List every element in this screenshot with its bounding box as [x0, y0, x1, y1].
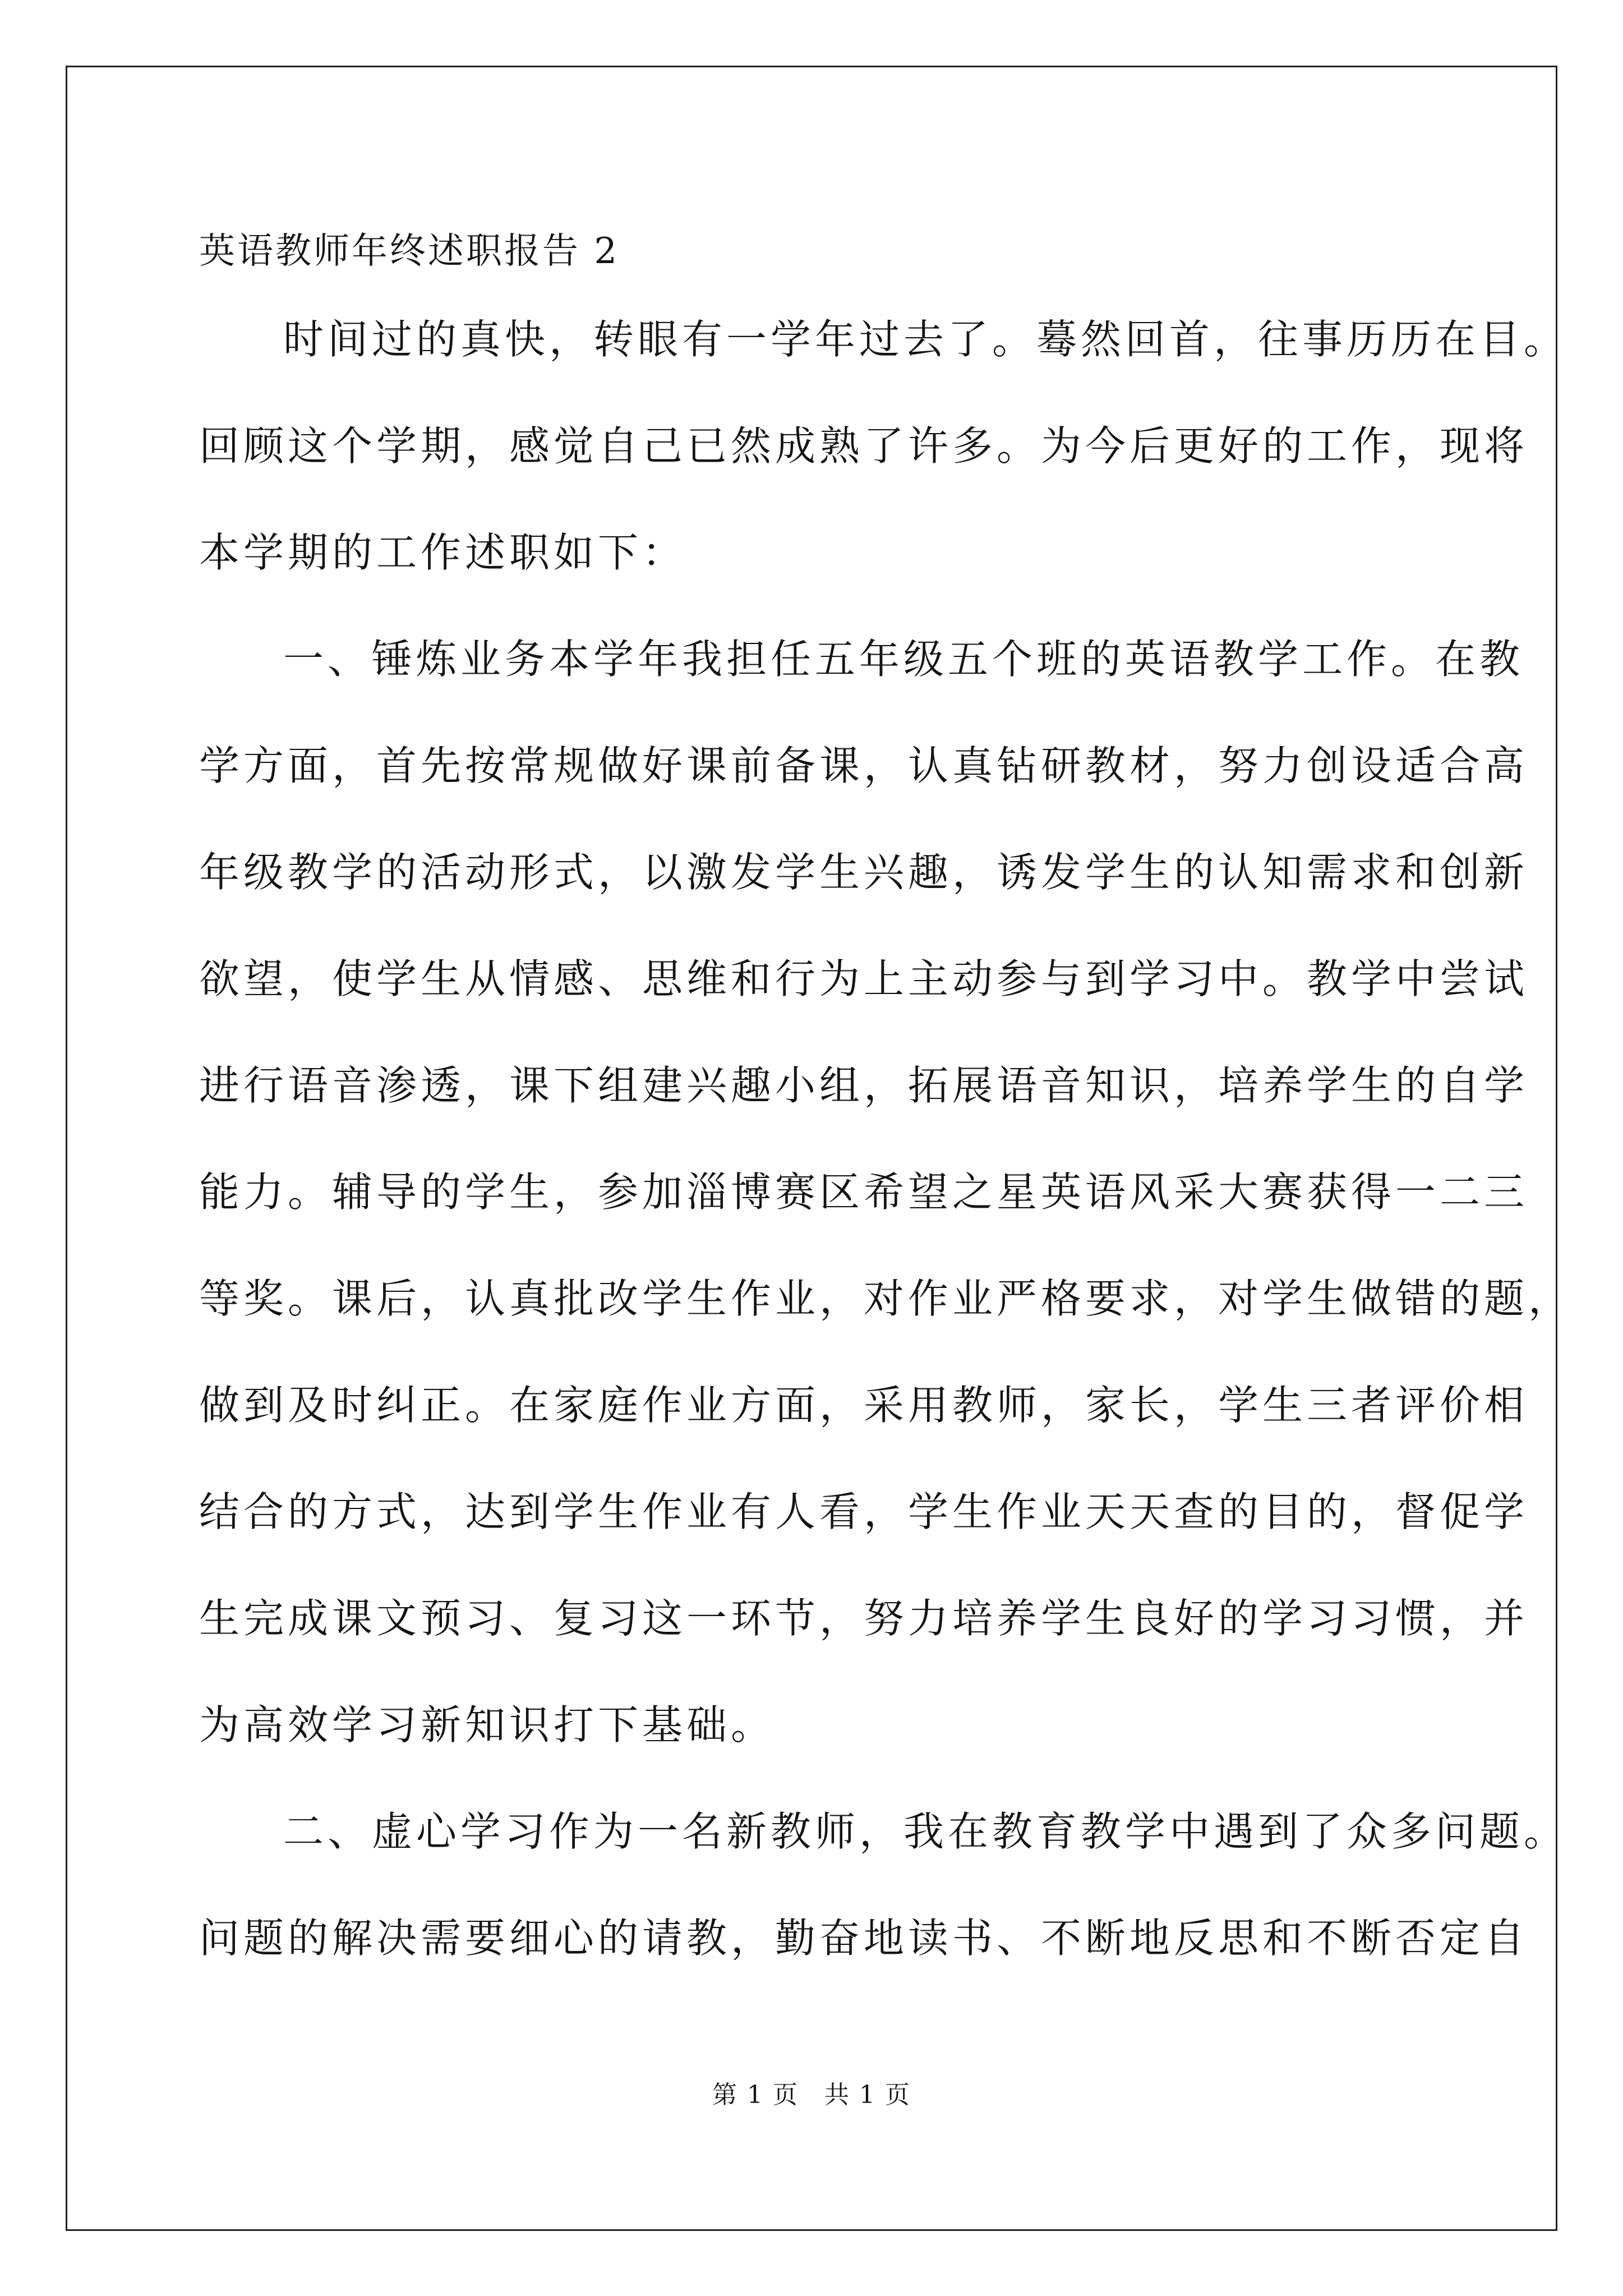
paragraph-line: 进行语音渗透，课下组建兴趣小组，拓展语音知识，培养学生的自学: [199, 1062, 1529, 1109]
paragraph-line: 做到及时纠正。在家庭作业方面，采用教师，家长，学生三者评价相: [199, 1382, 1529, 1429]
paragraph-line: 结合的方式，达到学生作业有人看，学生作业天天查的目的，督促学: [199, 1488, 1529, 1535]
paragraph-line: 问题的解决需要细心的请教，勤奋地读书、不断地反思和不断否定自: [199, 1915, 1529, 1962]
paragraph-line: 能力。辅导的学生，参加淄博赛区希望之星英语风采大赛获得一二三: [199, 1168, 1529, 1216]
paragraph-line: 本学期的工作述职如下：: [199, 529, 687, 576]
paragraph-line: 一、锤炼业务本学年我担任五年级五个班的英语教学工作。在教: [283, 636, 1524, 683]
paragraph-line: 学方面，首先按常规做好课前备课，认真钻研教材，努力创设适合高: [199, 742, 1529, 789]
paragraph-line: 欲望，使学生从情感、思维和行为上主动参与到学习中。教学中尝试: [199, 955, 1529, 1002]
paragraph-line: 年级教学的活动形式，以激发学生兴趣，诱发学生的认知需求和创新: [199, 849, 1529, 896]
document-title: 英语教师年终述职报告 2: [199, 231, 620, 272]
paragraph-line: 回顾这个学期，感觉自己已然成熟了许多。为今后更好的工作，现将: [199, 422, 1529, 470]
paragraph-line: 为高效学习新知识打下基础。: [199, 1701, 776, 1749]
page-border: [66, 66, 1557, 2231]
paragraph-line: 时间过的真快，转眼有一学年过去了。蓦然回首，往事历历在目。: [283, 316, 1569, 363]
paragraph-line: 生完成课文预习、复习这一环节，努力培养学生良好的学习习惯，并: [199, 1595, 1529, 1642]
paragraph-line: 二、虚心学习作为一名新教师，我在教育教学中遇到了众多问题。: [283, 1808, 1569, 1855]
page-footer: 第 1 页 共 1 页: [712, 2081, 911, 2109]
paragraph-line: 等奖。课后，认真批改学生作业，对作业严格要求，对学生做错的题，: [199, 1275, 1573, 1322]
